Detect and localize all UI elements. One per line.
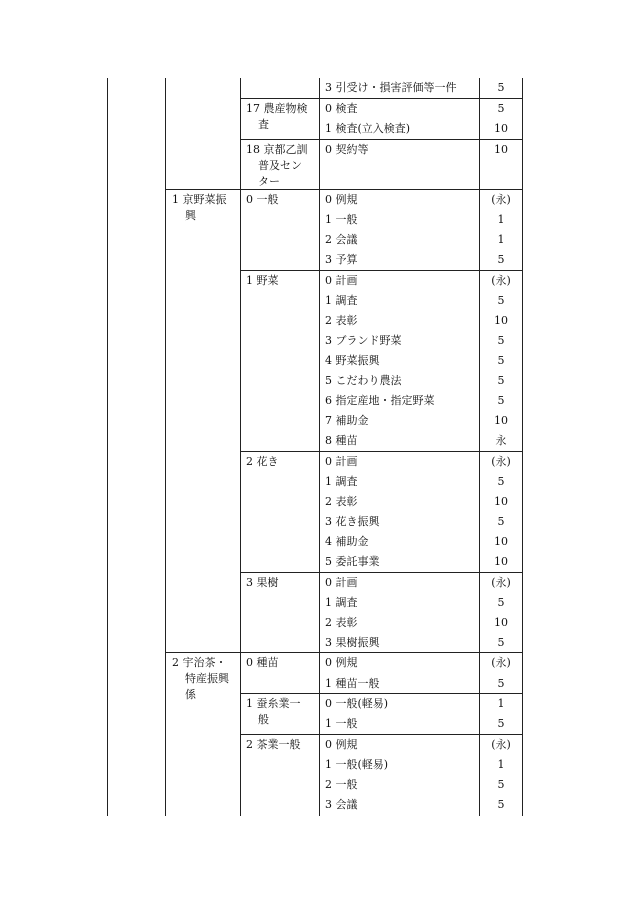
retention-period-cell: 1 xyxy=(497,758,505,771)
item-cell: 1 調査 xyxy=(325,596,358,609)
row-border xyxy=(240,734,523,735)
item-cell: 0 計画 xyxy=(325,274,358,287)
item-cell: 0 計画 xyxy=(325,455,358,468)
item-cell: 4 野菜振興 xyxy=(325,354,380,367)
retention-period-cell: 5 xyxy=(497,253,505,266)
category-cell-line: 普及セン xyxy=(258,159,302,172)
retention-period-cell: 5 xyxy=(497,394,505,407)
row-border xyxy=(240,451,523,452)
category-cell-line: 18 京都乙訓 xyxy=(246,143,308,156)
item-cell: 1 一般(軽易) xyxy=(325,758,389,771)
item-cell: 1 調査 xyxy=(325,294,358,307)
retention-period-cell: 5 xyxy=(497,717,505,730)
item-cell: 5 委託事業 xyxy=(325,555,380,568)
category-cell-line: 0 種苗 xyxy=(246,656,279,669)
row-border xyxy=(165,652,523,653)
item-cell: 7 補助金 xyxy=(325,414,369,427)
category-cell-line: 17 農産物検 xyxy=(246,102,308,115)
retention-period-cell: 10 xyxy=(494,314,508,327)
retention-period-cell: 10 xyxy=(494,616,508,629)
category-cell-line: 2 茶業一般 xyxy=(246,738,301,751)
category-cell-line: 3 果樹 xyxy=(246,576,279,589)
retention-period-cell: (永) xyxy=(491,738,511,751)
item-cell: 1 種苗一般 xyxy=(325,677,380,690)
retention-period-cell: 10 xyxy=(494,495,508,508)
item-cell: 1 検査(立入検査) xyxy=(325,122,411,135)
retention-period-cell: 5 xyxy=(497,81,505,94)
category-cell-line: 1 蚕糸業一 xyxy=(246,697,301,710)
item-cell: 0 検査 xyxy=(325,102,358,115)
category-cell-line: 1 野菜 xyxy=(246,274,279,287)
retention-period-cell: 5 xyxy=(497,354,505,367)
item-cell: 2 表彰 xyxy=(325,314,358,327)
retention-period-cell: 10 xyxy=(494,535,508,548)
retention-period-cell: 10 xyxy=(494,122,508,135)
retention-period-cell: 10 xyxy=(494,555,508,568)
item-cell: 3 引受け・損害評価等一件 xyxy=(325,81,457,94)
retention-period-cell: 5 xyxy=(497,596,505,609)
item-cell: 0 計画 xyxy=(325,576,358,589)
category-cell-line: ター xyxy=(258,175,280,188)
section-cell-line: 興 xyxy=(185,209,196,222)
row-border xyxy=(240,572,523,573)
item-cell: 2 表彰 xyxy=(325,616,358,629)
retention-period-cell: (永) xyxy=(491,274,511,287)
column-border xyxy=(107,78,108,816)
item-cell: 3 花き振興 xyxy=(325,515,380,528)
retention-period-cell: 5 xyxy=(497,515,505,528)
item-cell: 2 会議 xyxy=(325,233,358,246)
retention-period-cell: (永) xyxy=(491,455,511,468)
item-cell: 3 ブランド野菜 xyxy=(325,334,402,347)
category-cell-line: 2 花き xyxy=(246,455,279,468)
category-cell-line: 般 xyxy=(258,713,269,726)
retention-period-cell: 5 xyxy=(497,102,505,115)
item-cell: 0 一般(軽易) xyxy=(325,697,389,710)
item-cell: 4 補助金 xyxy=(325,535,369,548)
category-cell-line: 査 xyxy=(258,118,269,131)
retention-period-cell: (永) xyxy=(491,576,511,589)
item-cell: 0 例規 xyxy=(325,738,358,751)
retention-period-cell: 5 xyxy=(497,798,505,811)
row-border xyxy=(240,693,523,694)
retention-period-cell: 5 xyxy=(497,677,505,690)
retention-period-cell: 10 xyxy=(494,414,508,427)
retention-period-cell: 5 xyxy=(497,374,505,387)
retention-period-cell: 1 xyxy=(497,697,505,710)
item-cell: 5 こだわり農法 xyxy=(325,374,402,387)
item-cell: 2 一般 xyxy=(325,778,358,791)
retention-period-cell: 5 xyxy=(497,294,505,307)
retention-period-cell: 5 xyxy=(497,475,505,488)
retention-period-cell: 永 xyxy=(495,434,507,447)
item-cell: 0 例規 xyxy=(325,193,358,206)
item-cell: 8 種苗 xyxy=(325,434,358,447)
item-cell: 3 果樹振興 xyxy=(325,636,380,649)
item-cell: 1 一般 xyxy=(325,213,358,226)
item-cell: 0 契約等 xyxy=(325,143,369,156)
retention-period-cell: (永) xyxy=(491,193,511,206)
retention-period-cell: 5 xyxy=(497,636,505,649)
item-cell: 3 予算 xyxy=(325,253,358,266)
retention-period-cell: 5 xyxy=(497,778,505,791)
retention-period-cell: (永) xyxy=(491,656,511,669)
item-cell: 3 会議 xyxy=(325,798,358,811)
row-border xyxy=(240,98,523,99)
item-cell: 6 指定産地・指定野菜 xyxy=(325,394,435,407)
item-cell: 2 表彰 xyxy=(325,495,358,508)
retention-period-cell: 1 xyxy=(497,213,505,226)
section-cell-line: 係 xyxy=(185,688,196,701)
section-cell-line: 1 京野菜振 xyxy=(172,193,227,206)
item-cell: 1 一般 xyxy=(325,717,358,730)
row-border xyxy=(240,139,523,140)
retention-period-cell: 1 xyxy=(497,233,505,246)
category-cell-line: 0 一般 xyxy=(246,193,279,206)
row-border xyxy=(165,189,523,190)
retention-period-cell: 10 xyxy=(494,143,508,156)
section-cell-line: 2 宇治茶・ xyxy=(172,656,227,669)
item-cell: 1 調査 xyxy=(325,475,358,488)
row-border xyxy=(240,270,523,271)
item-cell: 0 例規 xyxy=(325,656,358,669)
section-cell-line: 特産振興 xyxy=(185,672,229,685)
retention-period-cell: 5 xyxy=(497,334,505,347)
